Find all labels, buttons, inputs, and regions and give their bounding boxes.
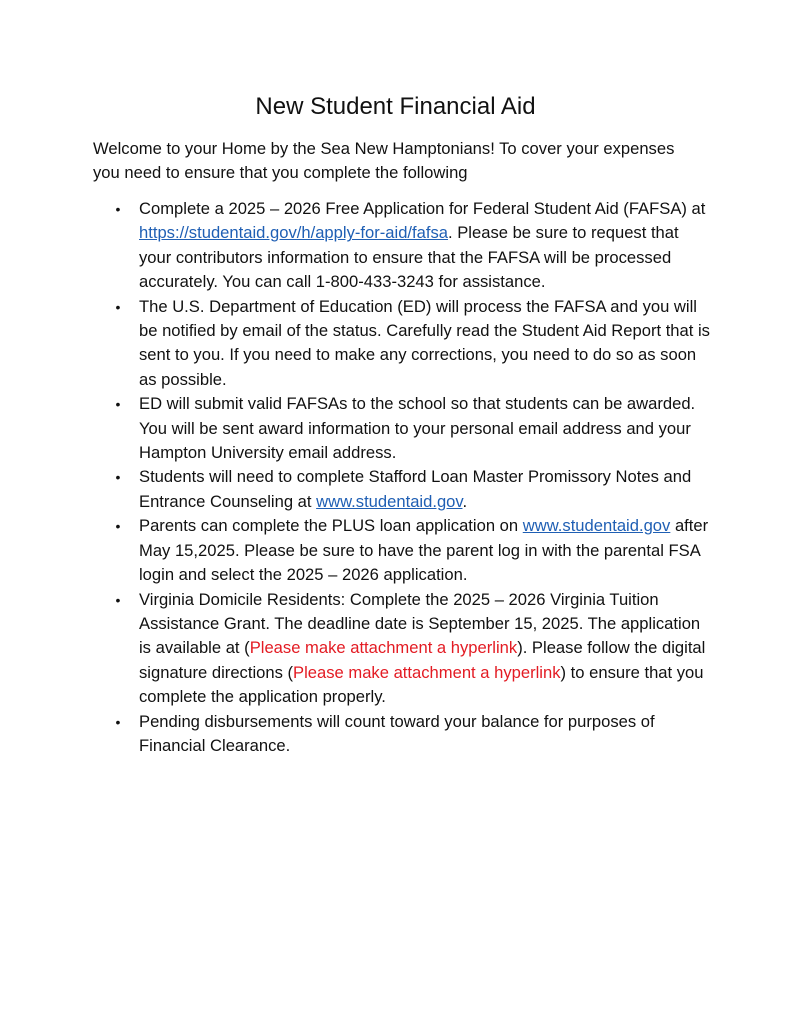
- item-text: after May 15,2025. Please be sure to have the parent log in with the parental FSA login and select the 2025 – 2026 application.: [139, 516, 709, 585]
- list-item-stafford: [93, 465, 713, 514]
- hyperlink-note: Please make attachment a hyperlink: [249, 638, 518, 658]
- item-text: .: [462, 491, 468, 511]
- list-item-fafsa: [93, 197, 713, 295]
- list-item-ed-submit: [93, 392, 713, 465]
- studentaid-link[interactable]: www.studentaid.gov: [522, 516, 671, 536]
- item-text: Complete a 2025 – 2026 Free Application for Federal Student Aid (FAFSA) at: [139, 199, 706, 218]
- intro-paragraph: Welcome to your Home by the Sea New Hamptonians! To cover your expenses you need to ensure that you complete the following: [93, 139, 675, 183]
- hyperlink-note: Please make attachment a hyperlink: [293, 662, 561, 682]
- bullet-icon: •: [115, 298, 121, 315]
- page-title: New Student Financial Aid: [255, 93, 536, 120]
- item-text: ) to ensure that you complete the application properly.: [139, 662, 704, 707]
- list-item-plus-loan: [93, 514, 713, 587]
- item-text: Students will need to complete Stafford Loan Master Promissory Notes and Entrance Counseling at: [139, 467, 692, 511]
- item-text: ED will submit valid FAFSAs to the school so that students can be awarded. You will be sent award information to your personal email address and your Hampton University email address.: [139, 394, 696, 463]
- bullet-icon: •: [115, 591, 121, 608]
- steps-list: [93, 197, 713, 758]
- list-item-ed-process: [93, 295, 713, 393]
- item-text: Virginia Domicile Residents: Complete the 2025 – 2026 Virginia Tuition Assistance Grant. The deadline date is September 15, 2025. The application is available at (: [139, 589, 701, 658]
- list-item-disbursements: [93, 710, 713, 759]
- item-text: . Please be sure to request that your contributors information to ensure that the FAFSA will be processed accurately. You can call 1-800-433-3243 for assistance.: [139, 223, 679, 292]
- bullet-icon: •: [115, 713, 121, 730]
- bullet-icon: •: [115, 518, 121, 535]
- item-text: ). Please follow the digital signature directions (: [139, 638, 706, 682]
- item-text: Parents can complete the PLUS loan application on: [139, 516, 523, 536]
- bullet-icon: •: [115, 396, 121, 413]
- bullet-icon: •: [115, 201, 121, 217]
- fafsa-link[interactable]: https://studentaid.gov/h/apply-for-aid/fafsa: [139, 223, 449, 243]
- studentaid-link[interactable]: www.studentaid.gov: [316, 491, 463, 511]
- item-text: The U.S. Department of Education (ED) will process the FAFSA and you will be notified by email of the status. Carefully read the Student Aid Report that is sent to you. If you need to make any corrections, you need to do so as soon as possible.: [139, 296, 710, 389]
- list-item-virginia-grant: [93, 588, 713, 710]
- bullet-icon: •: [115, 469, 121, 486]
- item-text: Pending disbursements will count toward your balance for purposes of Financial Clearance.: [139, 711, 655, 755]
